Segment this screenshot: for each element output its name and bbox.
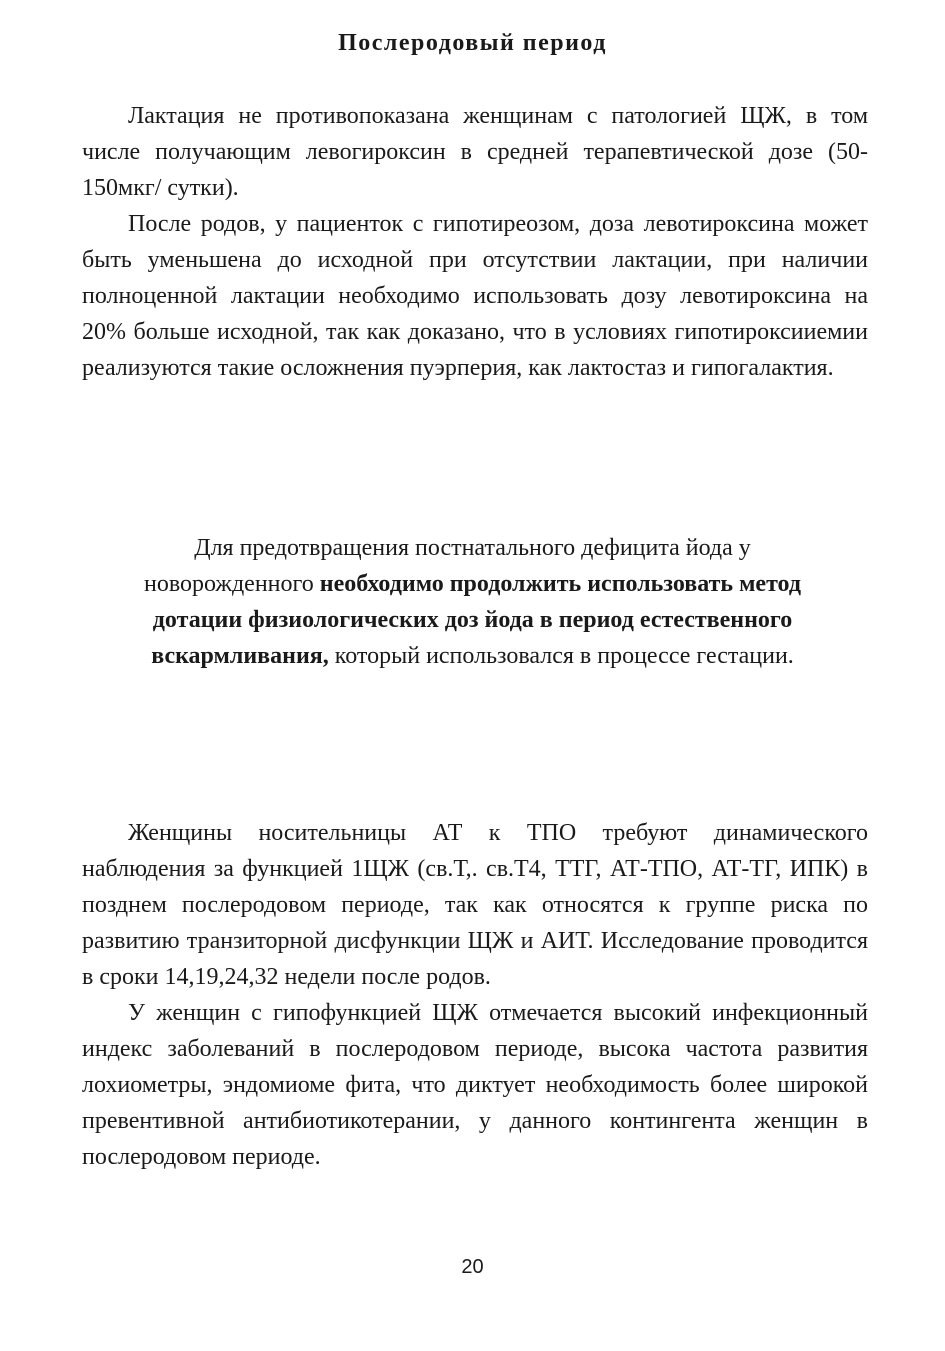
- paragraph-antibody-carriers: Женщины носительницы АТ к ТПО требуют динамического наблюдения за функцией 1ЩЖ (св.Т,. св.Т4, ТТГ, АТ-ТПО, АТ-ТГ, ИПК) в позднем послеродовом периоде, так как относятся к группе риска по развитию транзиторной дисфункции ЩЖ и АИТ. Исследование проводится в сроки 14,19,24,32 недели после родов.: [82, 820, 868, 990]
- paragraph-lactation: Лактация не противопоказана женщинам с патологией ЩЖ, в том числе получающим левогироксин в средней терапевтической дозе (50-150мкг/ сутки).: [82, 103, 868, 201]
- paragraph-levothyroxine-dose: После родов, у пациенток с гипотиреозом, доза левотироксина может быть уменьшена до исходной при отсутствии лактации, при наличии полноценной лактации необходимо использовать дозу левотироксина на 20% больше исходной, так как доказано, что в условиях гипотироксииемии реализуются такие осложнения пуэрперия, как лактостаз и гипогалактия.: [82, 211, 868, 381]
- iodine-bold-text: необходимо продолжить использовать метод дотации физиологических доз йода в период естественного вскармливания,: [151, 571, 802, 669]
- page-title: Послеродовый период: [338, 30, 607, 56]
- section-monitoring: [82, 815, 868, 1175]
- iodine-recommendation: [110, 530, 835, 674]
- iodine-lead-text: Для предотвращения постнатального дефицита йода у новорожденного: [143, 535, 751, 597]
- page-number: 20: [461, 1256, 484, 1278]
- paragraph-hypofunction-infections: У женщин с гипофункцией ЩЖ отмечается высокий инфекционный индекс заболеваний в послеродовом периоде, высока частота развития лохиометры, эндомиоме фита, что диктует необходимость более широкой превентивной антибиотикотерании, у данного контингента женщин в послеродовом периоде.: [82, 1000, 868, 1170]
- section-lactation: [82, 98, 868, 386]
- iodine-tail-text: который использовался в процессе гестации.: [328, 643, 794, 669]
